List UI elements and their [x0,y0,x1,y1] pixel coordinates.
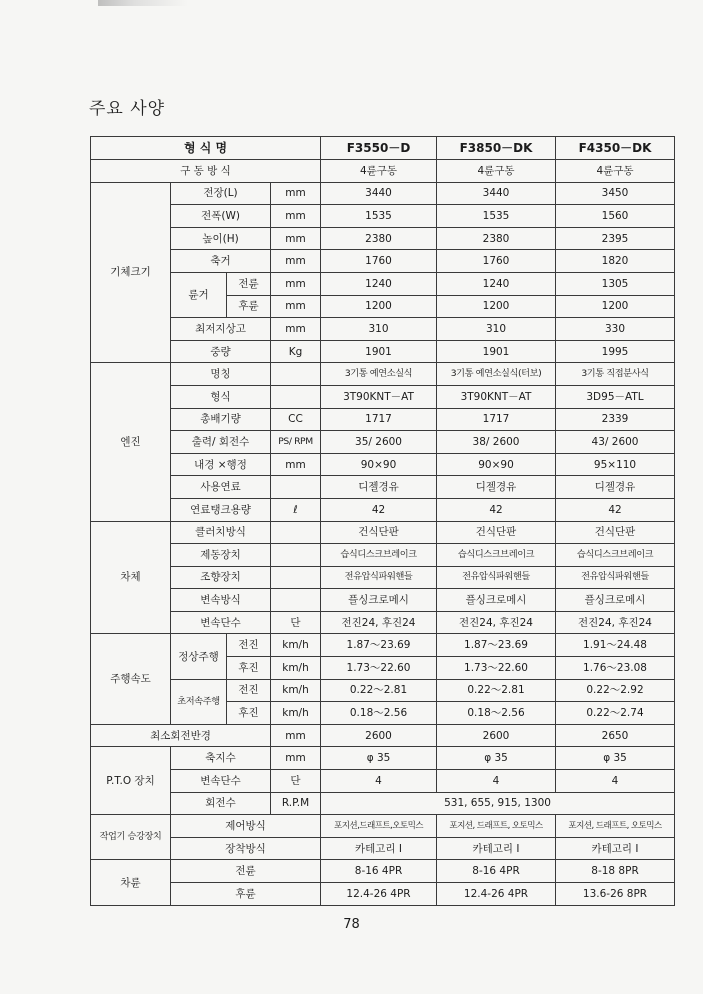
row-label: 전륜 [171,860,321,883]
unit-cell [271,589,321,612]
unit-cell: R.P.M [271,792,321,815]
unit-cell: CC [271,408,321,431]
cell: 디젤경유 [556,476,675,499]
cell: 35/ 2600 [321,431,437,454]
unit-cell: mm [271,724,321,747]
row-label: 조향장치 [171,566,271,589]
subgroup-label: 정상주행 [171,634,227,679]
cell: 8-18 8PR [556,860,675,883]
cell: 1535 [437,205,556,228]
unit-cell: km/h [271,657,321,680]
cell: 3기통 직접분사식 [556,363,675,386]
cell: 1.73～22.60 [437,657,556,680]
page-number: 78 [343,917,360,932]
cell: φ 35 [556,747,675,770]
cell: 전유압식파워핸들 [321,566,437,589]
row-label: 높이(H) [171,227,271,250]
cell: 95×110 [556,453,675,476]
cell: 0.22～2.81 [321,679,437,702]
cell: 3D95－ATL [556,385,675,408]
table-row [91,883,675,906]
cell: 1200 [321,295,437,318]
row-label: 변속단수 [171,770,271,793]
cell: 1901 [437,340,556,363]
cell: φ 35 [437,747,556,770]
cell: 310 [437,318,556,341]
cell: 1760 [321,250,437,273]
cell: 43/ 2600 [556,431,675,454]
table-row [91,770,675,793]
cell: 90×90 [437,453,556,476]
model-header-1: F3550－D [321,137,437,160]
subgroup-label: 초저속주행 [171,679,227,724]
cell: 1560 [556,205,675,228]
cell: 2380 [437,227,556,250]
cell: 카테고리 I [437,837,556,860]
row-label: 축지수 [171,747,271,770]
cell: 4륜구동 [437,160,556,183]
cell: 1.73～22.60 [321,657,437,680]
table-row [91,544,675,567]
unit-cell [271,544,321,567]
table-row [91,724,675,747]
row-label: 전폭(W) [171,205,271,228]
cell: 330 [556,318,675,341]
cell: 2395 [556,227,675,250]
cell: 1.91～24.48 [556,634,675,657]
cell: 1200 [437,295,556,318]
unit-cell: km/h [271,702,321,725]
model-header-3: F4350－DK [556,137,675,160]
row-label: 명칭 [171,363,271,386]
cell: 3기통 예연소실식 [321,363,437,386]
unit-cell: 단 [271,770,321,793]
cell: 4 [556,770,675,793]
cell: 건식단판 [437,521,556,544]
cell: 2600 [321,724,437,747]
cell: 3T90KNT－AT [437,385,556,408]
cell: 0.22～2.74 [556,702,675,725]
cell: 플싱크로메시 [556,589,675,612]
page-title: 주요 사양 [89,99,166,119]
row-label: 구 동 방 식 [91,160,321,183]
group-label: 차륜 [91,860,171,905]
cell: 포지션,드래프트,오토믹스 [321,815,437,838]
table-row [91,747,675,770]
row-label: 제동장치 [171,544,271,567]
group-label: 기체크기 [91,182,171,363]
cell: 8-16 4PR [437,860,556,883]
row-label: 내경 ×행정 [171,453,271,476]
unit-cell: mm [271,453,321,476]
cell: 0.18～2.56 [437,702,556,725]
cell: 13.6-26 8PR [556,883,675,906]
unit-cell: PS/ RPM [271,431,321,454]
unit-cell: mm [271,227,321,250]
cell: 1901 [321,340,437,363]
table-row [91,318,675,341]
table-row [91,363,675,386]
row-label: 사용연료 [171,476,271,499]
row-label: 전진 [227,634,271,657]
cell: 0.18～2.56 [321,702,437,725]
cell: 1995 [556,340,675,363]
cell: 카테고리 I [556,837,675,860]
cell: 3450 [556,182,675,205]
cell: 4륜구동 [321,160,437,183]
cell: 전진24, 후진24 [437,611,556,634]
cell: 3T90KNT－AT [321,385,437,408]
cell: 1305 [556,272,675,295]
unit-cell [271,476,321,499]
table-row [91,205,675,228]
table-row [91,408,675,431]
table-row [91,431,675,454]
row-label: 후진 [227,702,271,725]
cell: 1240 [321,272,437,295]
unit-cell: mm [271,272,321,295]
row-label: 제어방식 [171,815,321,838]
cell: 1760 [437,250,556,273]
cell: 310 [321,318,437,341]
cell: 531, 655, 915, 1300 [321,792,675,815]
table-row [91,272,675,295]
table-row [91,160,675,183]
cell: 습식디스크브레이크 [556,544,675,567]
row-label: 축거 [171,250,271,273]
cell: 전진24, 후진24 [556,611,675,634]
cell: 12.4-26 4PR [321,883,437,906]
table-row [91,815,675,838]
cell: 2600 [437,724,556,747]
row-label: 중량 [171,340,271,363]
cell: 4 [437,770,556,793]
row-label: 최소회전반경 [91,724,271,747]
table-row [91,182,675,205]
row-label: 후륜 [171,883,321,906]
cell: 3440 [437,182,556,205]
row-label: 전진 [227,679,271,702]
row-label: 최저지상고 [171,318,271,341]
table-row [91,589,675,612]
unit-cell [271,521,321,544]
group-label: 작업기 승강장치 [91,815,171,860]
cell: φ 35 [321,747,437,770]
cell: 카테고리 I [321,837,437,860]
table-row [91,679,675,702]
cell: 전유압식파워핸들 [437,566,556,589]
unit-cell: mm [271,182,321,205]
unit-cell: mm [271,295,321,318]
unit-cell: Kg [271,340,321,363]
unit-cell: 단 [271,611,321,634]
cell: 0.22～2.92 [556,679,675,702]
cell: 38/ 2600 [437,431,556,454]
cell: 42 [321,498,437,521]
cell: 1.87～23.69 [321,634,437,657]
row-label: 후진 [227,657,271,680]
cell: 90×90 [321,453,437,476]
table-row [91,498,675,521]
cell: 3기통 예연소실식(터보) [437,363,556,386]
scan-smudge [98,0,188,6]
group-label: 차체 [91,521,171,634]
table-row [91,453,675,476]
unit-cell: mm [271,318,321,341]
cell: 포지션, 드래프트, 오토믹스 [556,815,675,838]
row-label: 회전수 [171,792,271,815]
cell: 건식단판 [556,521,675,544]
row-label: 변속방식 [171,589,271,612]
cell: 디젤경유 [437,476,556,499]
cell: 4륜구동 [556,160,675,183]
cell: 1717 [437,408,556,431]
cell: 42 [437,498,556,521]
cell: 2650 [556,724,675,747]
row-label: 형식 [171,385,271,408]
table-row [91,227,675,250]
cell: 습식디스크브레이크 [321,544,437,567]
unit-cell: km/h [271,679,321,702]
table-row [91,385,675,408]
cell: 2339 [556,408,675,431]
table-row [91,792,675,815]
table-row [91,250,675,273]
table-row [91,837,675,860]
cell: 습식디스크브레이크 [437,544,556,567]
unit-cell [271,385,321,408]
unit-cell: mm [271,250,321,273]
cell: 8-16 4PR [321,860,437,883]
cell: 디젤경유 [321,476,437,499]
cell: 42 [556,498,675,521]
unit-cell: km/h [271,634,321,657]
cell: 1535 [321,205,437,228]
row-label: 출력/ 회전수 [171,431,271,454]
row-label: 연료탱크용량 [171,498,271,521]
unit-cell: mm [271,747,321,770]
row-label: 클러치방식 [171,521,271,544]
cell: 전유압식파워핸들 [556,566,675,589]
table-row [91,611,675,634]
row-label: 총배기량 [171,408,271,431]
cell: 건식단판 [321,521,437,544]
subgroup-label: 륜거 [171,272,227,317]
group-label: 주행속도 [91,634,171,724]
cell: 1200 [556,295,675,318]
row-label: 후륜 [227,295,271,318]
cell: 1717 [321,408,437,431]
unit-cell [271,363,321,386]
spec-table [90,136,675,906]
cell: 4 [321,770,437,793]
table-row [91,860,675,883]
table-row [91,566,675,589]
row-label: 전륜 [227,272,271,295]
group-label: 엔진 [91,363,171,521]
row-label: 전장(L) [171,182,271,205]
cell: 2380 [321,227,437,250]
table-row [91,634,675,657]
group-label: P.T.O 장치 [91,747,171,815]
cell: 1240 [437,272,556,295]
row-label: 장착방식 [171,837,321,860]
cell: 12.4-26 4PR [437,883,556,906]
cell: 전진24, 후진24 [321,611,437,634]
row-label: 변속단수 [171,611,271,634]
cell: 3440 [321,182,437,205]
cell: 1.76～23.08 [556,657,675,680]
cell: 1.87～23.69 [437,634,556,657]
cell: 포지션, 드래프트, 오토믹스 [437,815,556,838]
cell: 플싱크로메시 [321,589,437,612]
table-row [91,476,675,499]
model-header-label: 형 식 명 [91,137,321,160]
table-row [91,521,675,544]
cell: 플싱크로메시 [437,589,556,612]
model-header-2: F3850－DK [437,137,556,160]
unit-cell: mm [271,205,321,228]
unit-cell: ℓ [271,498,321,521]
unit-cell [271,566,321,589]
table-header-row [91,137,675,160]
table-row [91,340,675,363]
cell: 1820 [556,250,675,273]
cell: 0.22～2.81 [437,679,556,702]
